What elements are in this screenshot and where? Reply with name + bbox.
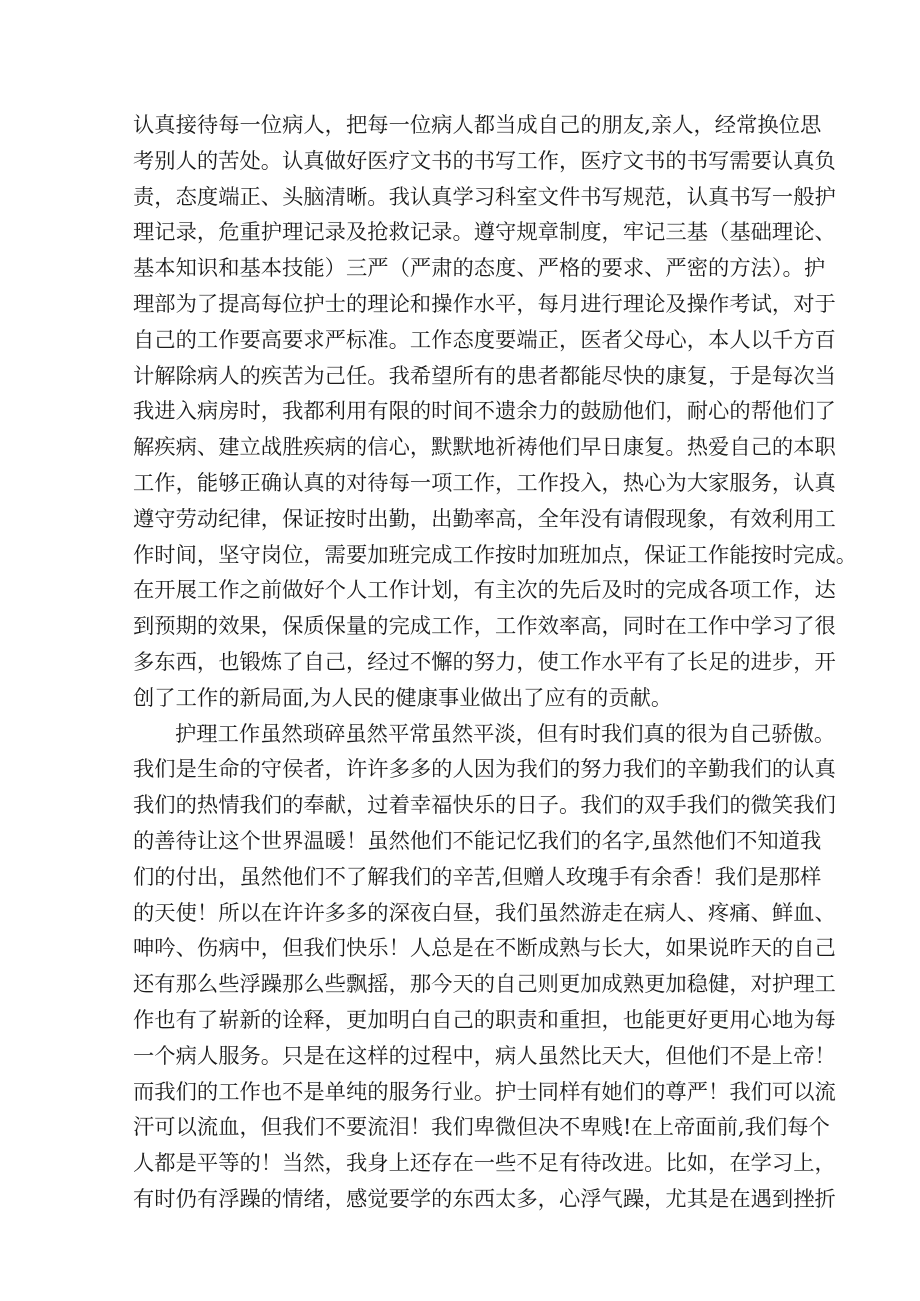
text-line: 自己的工作要高要求严标准。工作态度要端正，医者父母心，本人以千方百 xyxy=(133,327,836,353)
text-line: 责，态度端正、头脑清晰。我认真学习科室文件书写规范，认真书写一般护 xyxy=(133,184,836,210)
text-line: 我们是生命的守侯者，许许多多的人因为我们的努力我们的辛勤我们的认真 xyxy=(133,757,836,783)
text-line: 汗可以流血，但我们不要流泪！我们卑微但决不卑贱!在上帝面前,我们每个 xyxy=(133,1115,830,1141)
document-body xyxy=(133,108,858,1218)
paragraph xyxy=(133,717,836,1218)
text-line: 一个病人服务。只是在这样的过程中，病人虽然比天大，但他们不是上帝！ xyxy=(133,1043,836,1069)
text-line: 的善待让这个世界温暖！虽然他们不能记忆我们的名字,虽然他们不知道我 xyxy=(133,828,822,854)
text-line: 呻吟、伤病中，但我们快乐！人总是在不断成熟与长大，如果说昨天的自己 xyxy=(133,936,836,962)
text-line: 基本知识和基本技能）三严（严肃的态度、严格的要求、严密的方法）。护 xyxy=(133,256,826,282)
text-line: 作也有了崭新的诠释，更加明白自己的职责和重担，也能更好更用心地为每 xyxy=(133,1007,836,1033)
text-line: 护理工作虽然琐碎虽然平常虽然平淡，但有时我们真的很为自己骄傲。 xyxy=(175,721,836,747)
text-line: 理部为了提高每位护士的理论和操作水平，每月进行理论及操作考试，对于 xyxy=(133,291,836,317)
text-line: 到预期的效果，保质保量的完成工作，工作效率高，同时在工作中学习了很 xyxy=(133,614,836,640)
text-line: 我们的热情我们的奉献，过着幸福快乐的日子。我们的双手我们的微笑我们 xyxy=(133,793,836,819)
text-line: 在开展工作之前做好个人工作计划，有主次的先后及时的完成各项工作，达 xyxy=(133,578,836,604)
text-line: 而我们的工作也不是单纯的服务行业。护士同样有她们的尊严！我们可以流 xyxy=(133,1079,836,1105)
text-line: 工作，能够正确认真的对待每一项工作，工作投入，热心为大家服务，认真 xyxy=(133,470,836,496)
text-line: 计解除病人的疾苦为己任。我希望所有的患者都能尽快的康复，于是每次当 xyxy=(133,363,836,389)
text-line: 们的付出，虽然他们不了解我们的辛苦,但赠人玫瑰手有余香！我们是那样 xyxy=(133,864,822,890)
text-line: 遵守劳动纪律，保证按时出勤，出勤率高，全年没有请假现象，有效利用工 xyxy=(133,506,836,532)
text-line: 认真接待每一位病人，把每一位病人都当成自己的朋友,亲人，经常换位思 xyxy=(133,113,822,138)
paragraph xyxy=(133,108,858,717)
text-line: 理记录，危重护理记录及抢救记录。遵守规章制度，牢记三基（基础理论、 xyxy=(133,220,836,246)
text-line: 有时仍有浮躁的情绪，感觉要学的东西太多，心浮气躁，尤其是在遇到挫折 xyxy=(133,1186,836,1212)
text-line: 作时间，坚守岗位，需要加班完成工作按时加班加点，保证工作能按时完成。 xyxy=(133,542,858,568)
text-line: 的天使！所以在许许多多的深夜白昼，我们虽然游走在病人、疼痛、鲜血、 xyxy=(133,900,836,926)
text-line: 解疾病、建立战胜疾病的信心，默默地祈祷他们早日康复。热爱自己的本职 xyxy=(133,435,836,461)
text-line: 还有那么些浮躁那么些飘摇，那今天的自己则更加成熟更加稳健，对护理工 xyxy=(133,972,836,998)
text-line: 考别人的苦处。认真做好医疗文书的书写工作，医疗文书的书写需要认真负 xyxy=(133,148,836,174)
text-line: 人都是平等的！当然，我身上还存在一些不足有待改进。比如，在学习上， xyxy=(133,1151,836,1177)
text-line: 创了工作的新局面,为人民的健康事业做出了应有的贡献。 xyxy=(133,685,673,711)
text-line: 我进入病房时，我都利用有限的时间不遗余力的鼓励他们，耐心的帮他们了 xyxy=(133,399,836,425)
text-line: 多东西，也锻炼了自己，经过不懈的努力，使工作水平有了长足的进步，开 xyxy=(133,649,836,675)
